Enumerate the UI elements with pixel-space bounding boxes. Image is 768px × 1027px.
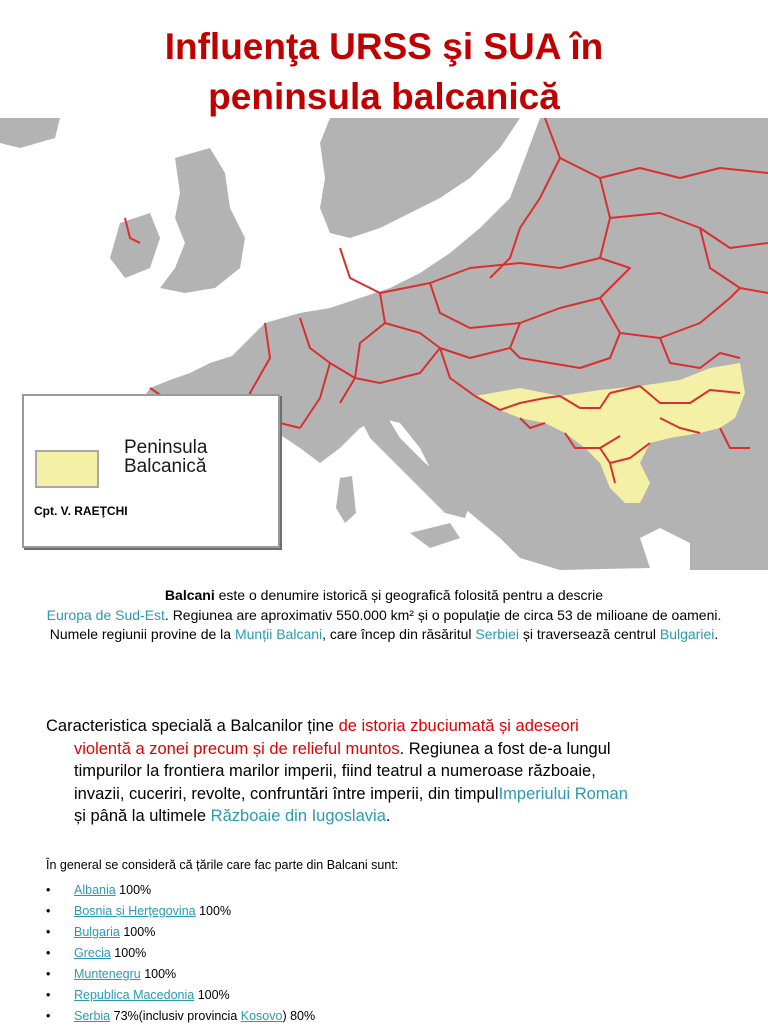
- legend-swatch: [35, 450, 99, 488]
- link-kosovo[interactable]: Kosovo: [240, 1009, 283, 1023]
- list-item: [46, 880, 315, 901]
- list-item: [46, 985, 315, 1006]
- char-text-3: timpurilor la frontiera marilor imperii, fiind teatrul a numeroase războaie,: [74, 762, 596, 780]
- list-item: [46, 943, 315, 964]
- bullet: •: [46, 925, 51, 939]
- link-imperiului-roman[interactable]: Imperiului Roman: [498, 784, 628, 803]
- pct-serbia: 73%(inclusiv provincia: [110, 1009, 241, 1023]
- title-line-2: peninsula balcanică: [208, 76, 560, 117]
- map-legend: [22, 394, 280, 548]
- char-red-line-1: de istoria zbuciumată și adeseori: [338, 717, 579, 735]
- link-grecia[interactable]: Grecia: [74, 946, 111, 960]
- pct-macedonia: 100%: [194, 988, 230, 1002]
- link-bulgaria[interactable]: Bulgaria: [74, 925, 120, 939]
- intro-text-5: și traversează centrul: [519, 626, 660, 642]
- link-serbiei[interactable]: Serbiei: [475, 626, 520, 642]
- char-text-6: .: [385, 807, 391, 825]
- char-text-5: și până la ultimele: [74, 807, 211, 825]
- link-republica-macedonia[interactable]: Republica Macedonia: [74, 988, 195, 1002]
- bullet: •: [46, 883, 51, 897]
- intro-text-3: Numele regiunii provine de la: [49, 626, 235, 642]
- char-text-2: . Regiunea a fost de-a lungul: [399, 739, 611, 758]
- intro-text-6: .: [714, 626, 719, 642]
- page-title: [0, 22, 768, 122]
- char-text-1: Caracteristica specială a Balcanilor ține: [46, 717, 339, 735]
- bullet: •: [46, 1009, 51, 1023]
- bullet: •: [46, 967, 51, 981]
- intro-text-2: . Regiunea are aproximativ 550.000 km² și o populație de circa 53 de milioane de oameni.: [164, 606, 722, 623]
- characteristics-paragraph: [46, 715, 736, 828]
- link-albania[interactable]: Albania: [74, 883, 116, 897]
- bullet: •: [46, 946, 51, 960]
- link-muntii-balcani[interactable]: Munții Balcani: [234, 626, 323, 642]
- countries-intro: În general se consideră că țările care fac parte din Balcani sunt:: [46, 858, 399, 872]
- pct-bulgaria: 100%: [119, 925, 156, 939]
- intro-text-1: este o denumire istorică și geografică folosită pentru a descrie: [214, 587, 604, 603]
- pct-grecia: 100%: [110, 946, 147, 960]
- list-item: [46, 901, 315, 922]
- bullet: •: [46, 988, 51, 1002]
- char-text-4: invazii, cuceriri, revolte, confruntări între imperii, din timpul: [74, 784, 499, 803]
- legend-label-line-1: Peninsula: [124, 437, 208, 458]
- pct-kosovo: ) 80%: [282, 1009, 316, 1023]
- title-line-1: Influenţa URSS şi SUA în: [164, 26, 604, 67]
- link-bosnia[interactable]: Bosnia și Herțegovina: [74, 904, 196, 918]
- bullet: •: [46, 904, 51, 918]
- intro-bold-term: Balcani: [164, 587, 215, 603]
- link-muntenegru[interactable]: Muntenegru: [74, 967, 141, 981]
- legend-label-line-2: Balcanică: [124, 456, 207, 477]
- list-item: [46, 964, 315, 985]
- link-serbia[interactable]: Serbia: [74, 1009, 111, 1023]
- link-europa-de-sud-est[interactable]: Europa de Sud-Est: [46, 606, 165, 623]
- char-red-line-2: violentă a zonei precum și de relieful muntos: [74, 739, 400, 758]
- pct-bosnia: 100%: [195, 904, 232, 918]
- link-razboaie-iugoslavia[interactable]: Războaie din Iugoslavia: [210, 807, 386, 825]
- link-bulgariei[interactable]: Bulgariei: [659, 626, 715, 642]
- intro-paragraph: [40, 586, 728, 645]
- countries-list: [46, 880, 315, 1027]
- legend-label: [124, 438, 207, 476]
- pct-muntenegru: 100%: [140, 967, 177, 981]
- list-item: [46, 922, 315, 943]
- author-label: Cpt. V. RAEŢCHI: [34, 504, 128, 518]
- intro-text-4: , care încep din răsăritul: [322, 626, 476, 642]
- pct-albania: 100%: [115, 883, 152, 897]
